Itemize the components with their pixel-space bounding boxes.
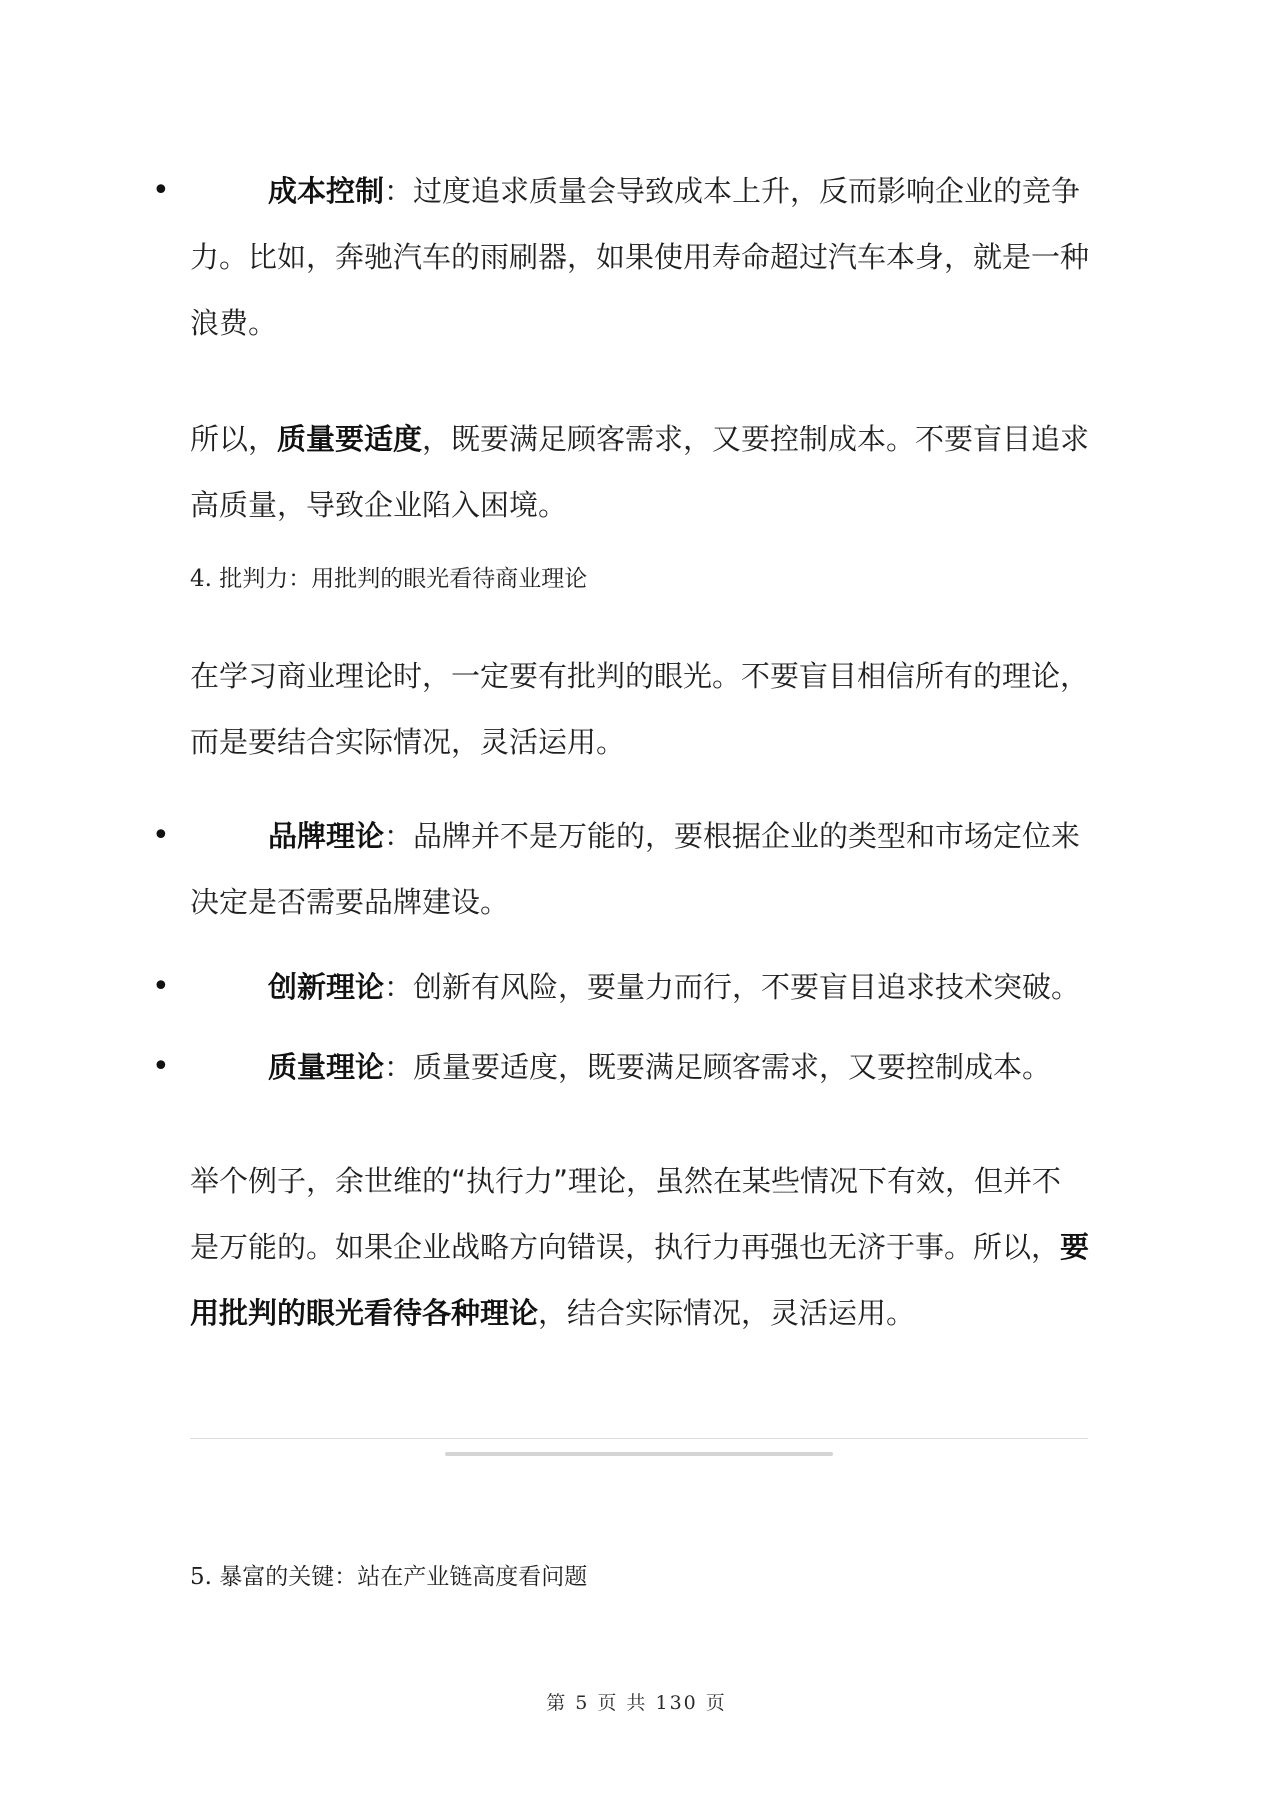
paragraph-quality: [190, 406, 1090, 538]
bullet-term: 质量理论: [268, 1050, 385, 1084]
paragraph-emphasis: 要用批判的眼光看待各种理论: [190, 1230, 1090, 1330]
bullet-innovation-theory: [190, 954, 1090, 1020]
section-heading-5: 5. 暴富的关键：站在产业链高度看问题: [190, 1564, 588, 1590]
bullet-term: 品牌理论: [268, 819, 385, 853]
bullet-marker: •: [152, 969, 170, 1004]
paragraph-critical: 在学习商业理论时，一定要有批判的眼光。不要盲目相信所有的理论，而是要结合实际情况，灵活运用。: [190, 659, 1090, 759]
section-heading-4: 4. 批判力：用批判的眼光看待商业理论: [190, 566, 588, 592]
page-number: 5: [575, 1692, 590, 1714]
page-total: 130: [655, 1692, 698, 1714]
bullet-brand-theory: [190, 803, 1090, 935]
bullet-body: ：品牌并不是万能的，要根据企业的类型和市场定位来决定是否需要品牌建设。: [190, 819, 1081, 919]
footer-text: 页: [705, 1692, 727, 1714]
bullet-marker: •: [152, 173, 170, 208]
bullet-term: 成本控制: [268, 174, 385, 208]
paragraph-text: ，结合实际情况，灵活运用。: [538, 1296, 916, 1330]
bullet-marker: •: [152, 1049, 170, 1084]
bullet-body: ：创新有风险，要量力而行，不要盲目追求技术突破。: [384, 970, 1081, 1004]
divider-line: [190, 1438, 1088, 1439]
paragraph-text: 所以，: [190, 422, 278, 456]
bullet-term: 创新理论: [268, 970, 385, 1004]
footer-text: 第: [546, 1692, 568, 1714]
bullet-quality-theory: [190, 1034, 1090, 1100]
bullet-cost-control: [190, 158, 1090, 356]
page-footer: [0, 1688, 1273, 1718]
bullet-marker: •: [152, 818, 170, 853]
bullet-body: ：质量要适度，既要满足顾客需求，又要控制成本。: [384, 1050, 1052, 1084]
paragraph-text: ，既要满足顾客需求，又要控制成本。不要盲目追求高质量，导致企业陷入困境。: [190, 422, 1090, 522]
bullet-body: ：过度追求质量会导致成本上升，反而影响企业的竞争力。比如，奔驰汽车的雨刷器，如果使用寿命超过汽车本身，就是一种浪费。: [190, 174, 1090, 340]
paragraph-text: 举个例子，余世维的“执行力”理论，虽然在某些情况下有效，但并不是万能的。如果企业战略方向错误，执行力再强也无济于事。所以，: [190, 1164, 1062, 1264]
divider-bar: [445, 1452, 833, 1456]
paragraph-example: [190, 1148, 1090, 1346]
footer-text: 页 共: [597, 1692, 648, 1714]
paragraph-emphasis: 质量要适度: [277, 422, 423, 456]
